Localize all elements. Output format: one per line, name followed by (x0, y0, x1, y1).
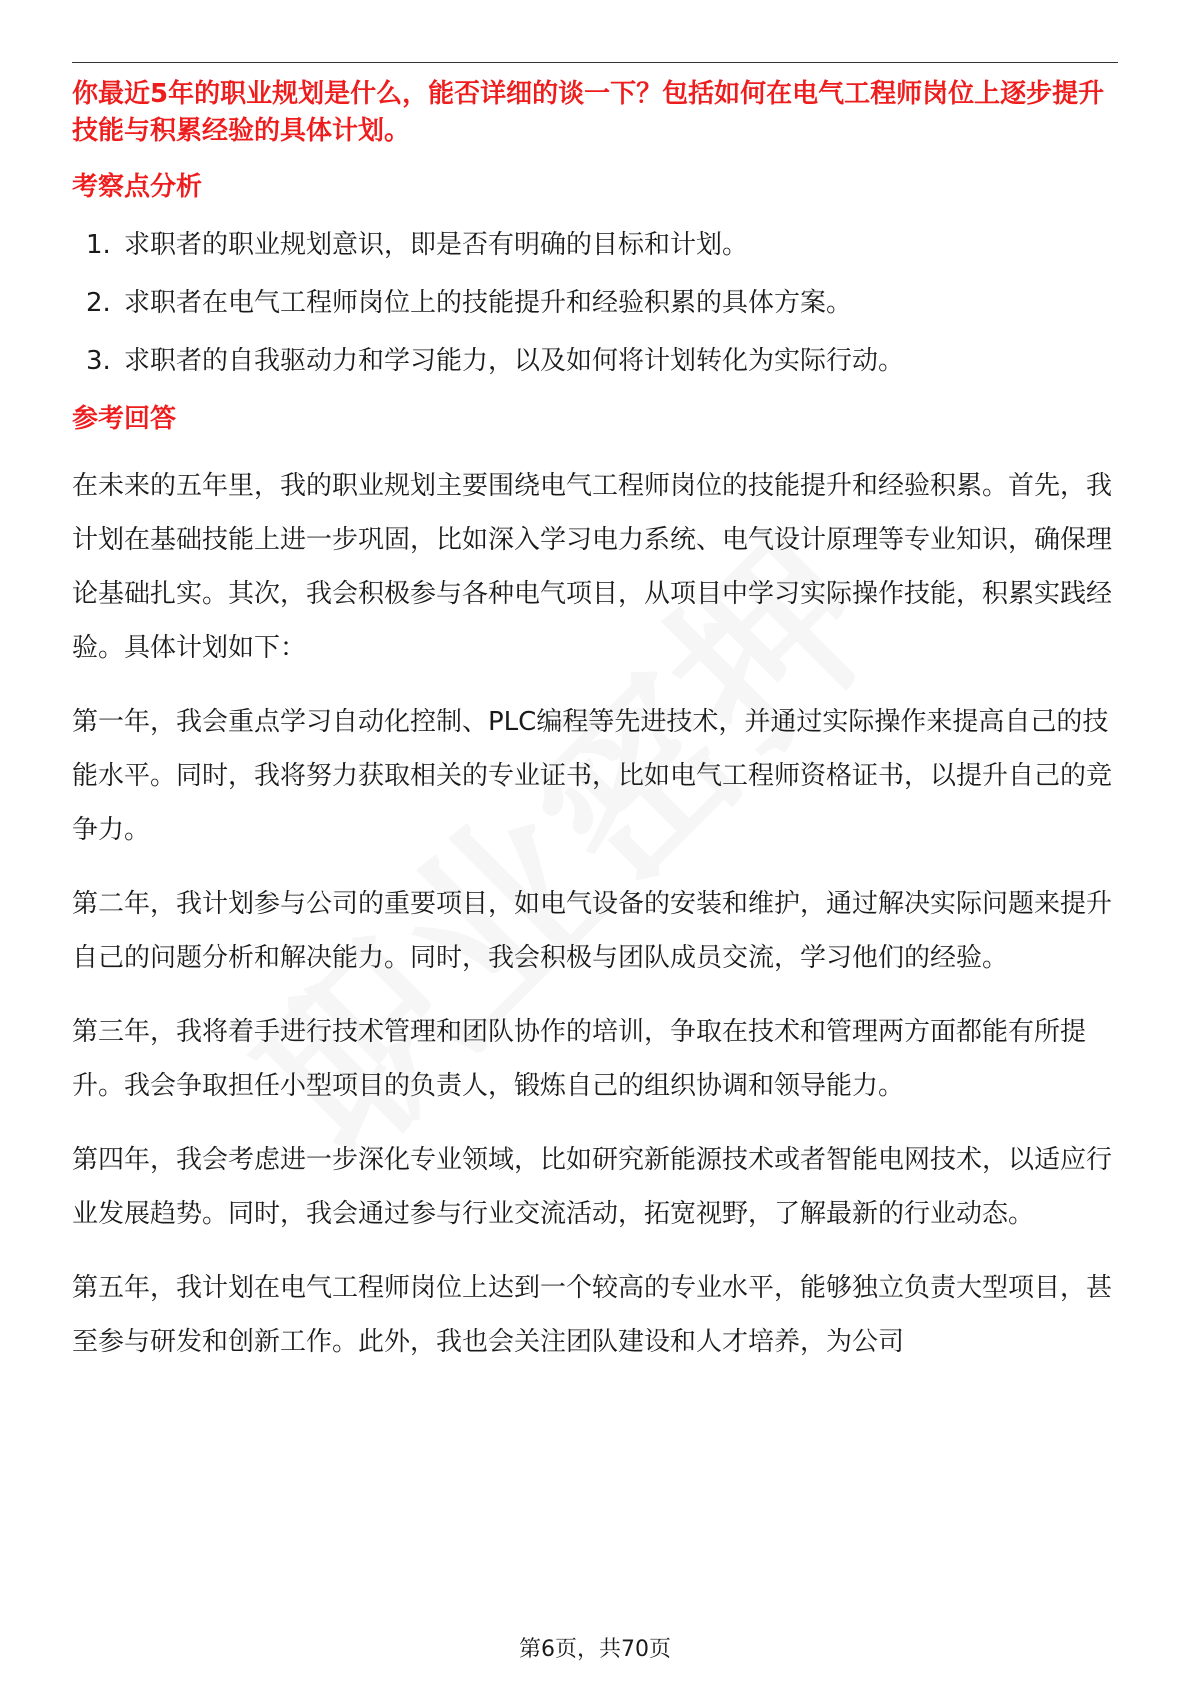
list-item (72, 343, 1118, 379)
page-content (72, 76, 1118, 1369)
page-number-footer: 第6页，共70页 (519, 1637, 671, 1662)
answer-paragraph-year5: 第五年，我计划在电气工程师岗位上达到一个较高的专业水平，能够独立负责大型项目，甚至参与研发和创新工作。此外，我也会关注团队建设和人才培养，为公司 (72, 1273, 1113, 1357)
answer-paragraph-year4: 第四年，我会考虑进一步深化专业领域，比如研究新能源技术或者智能电网技术，以适应行业发展趋势。同时，我会通过参与行业交流活动，拓宽视野，了解最新的行业动态。 (72, 1145, 1113, 1229)
top-divider (72, 62, 1118, 63)
list-item-text: 求职者的自我驱动力和学习能力，以及如何将计划转化为实际行动。 (124, 346, 905, 376)
list-item-text: 求职者在电气工程师岗位上的技能提升和经验积累的具体方案。 (124, 288, 853, 318)
list-item-number: 3. (86, 346, 111, 376)
list-item (72, 285, 1118, 321)
answer-paragraph-year3: 第三年，我将着手进行技术管理和团队协作的培训，争取在技术和管理两方面都能有所提升。我会争取担任小型项目的负责人，锻炼自己的组织协调和领导能力。 (72, 1017, 1087, 1101)
answer-paragraph-year2: 第二年，我计划参与公司的重要项目，如电气设备的安装和维护，通过解决实际问题来提升自己的问题分析和解决能力。同时，我会积极与团队成员交流，学习他们的经验。 (72, 889, 1113, 973)
interview-question: 你最近5年的职业规划是什么，能否详细的谈一下？包括如何在电气工程师岗位上逐步提升技能与积累经验的具体计划。 (72, 79, 1105, 146)
answer-paragraph-intro: 在未来的五年里，我的职业规划主要围绕电气工程师岗位的技能提升和经验积累。首先，我计划在基础技能上进一步巩固，比如深入学习电力系统、电气设计原理等专业知识，确保理论基础扎实。其次，我会积极参与各种电气项目，从项目中学习实际操作技能，积累实践经验。具体计划如下： (72, 471, 1113, 663)
answer-heading: 参考回答 (72, 404, 177, 434)
list-item-number: 2. (86, 288, 111, 318)
analysis-heading: 考察点分析 (72, 172, 203, 202)
list-item (72, 227, 1118, 263)
list-item-number: 1. (86, 230, 111, 260)
answer-paragraph-year1: 第一年，我会重点学习自动化控制、PLC编程等先进技术，并通过实际操作来提高自己的技能水平。同时，我将努力获取相关的专业证书，比如电气工程师资格证书，以提升自己的竞争力。 (72, 707, 1113, 845)
list-item-text: 求职者的职业规划意识，即是否有明确的目标和计划。 (124, 230, 749, 260)
analysis-list (72, 227, 1118, 379)
